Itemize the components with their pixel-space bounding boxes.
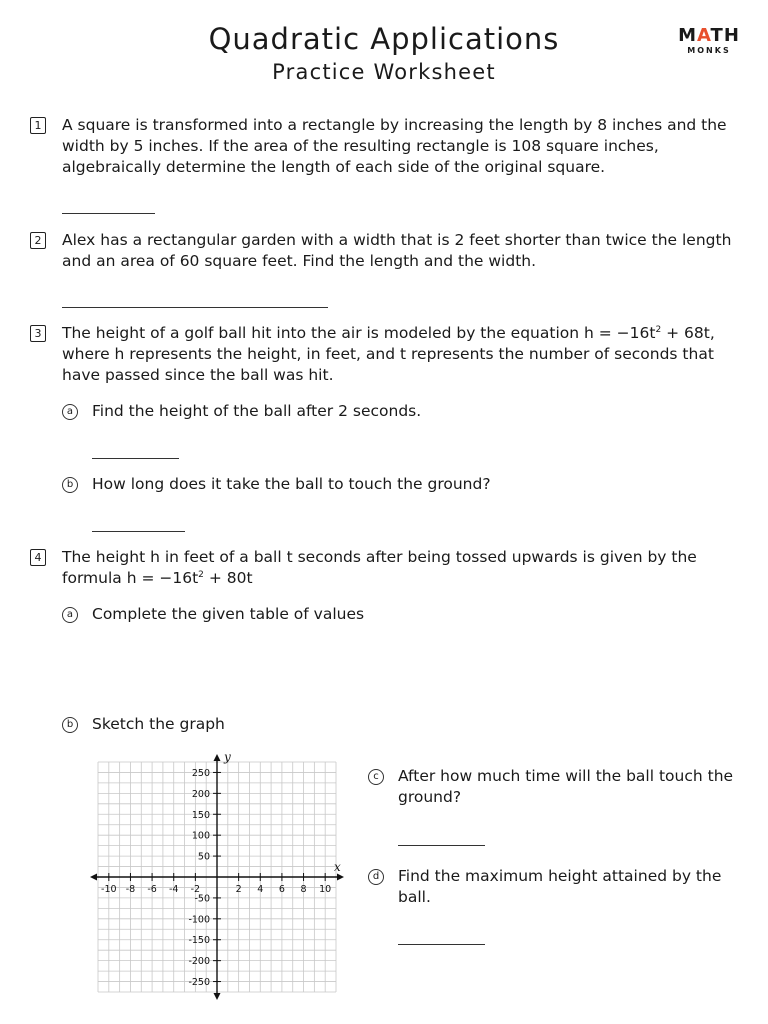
part-text: Complete the given table of values [92,605,365,623]
answer-line-4d[interactable] [398,944,485,945]
part-letter: a [62,607,78,623]
question-text: A square is transformed into a rectangle by increasing the length by 8 inches and the width by 5 inches. If the area of the resulting rectangle is 108 square inches, algebraically determine the length of each side of the original square. [62,116,727,176]
question-text-part: + 80t [203,569,253,587]
part-letter: b [62,477,78,493]
page-title: Quadratic Applications [208,22,560,56]
logo-letter: H [723,25,740,46]
y-tick-label: 150 [191,809,210,821]
x-axis-label: x [334,860,341,874]
y-tick-label: 100 [191,830,210,842]
logo-accent-letter: A [697,25,711,46]
question-text [62,547,742,589]
coordinate-grid[interactable] [90,752,352,1002]
question-text-part: The height of a golf ball hit into the air is modeled by the equation h = −16t [62,324,656,342]
question-text-part: + 68t, where h represents the height, in feet, and t represents the number of seconds that have passed since the ball was hit. [62,324,715,384]
question-text [62,323,742,386]
question-text-part: The height h in feet of a ball t seconds after being tossed upwards is given by the formula h = −16t [62,548,697,587]
answer-line-4c[interactable] [398,845,485,846]
y-axis-arrow-down [214,993,221,1000]
logo-main-text [678,27,740,45]
answer-line-3a[interactable] [92,458,179,459]
x-tick-label: 2 [235,884,242,895]
page-subtitle: Practice Worksheet [272,60,496,84]
question-text: Alex has a rectangular garden with a width that is 2 feet shorter than twice the length and an area of 60 square feet. Find the length and the width. [62,231,732,270]
x-tick-label: 10 [319,884,332,895]
x-tick-label: -2 [190,884,201,895]
part-text: After how much time will the ball touch the ground? [398,767,734,806]
y-tick-label: -250 [188,977,210,989]
part-letter: a [62,404,78,420]
y-tick-label: -100 [188,914,210,926]
part-text: Find the maximum height attained by the ball. [398,867,722,906]
y-axis-label: y [224,752,231,764]
question-number: 1 [30,117,46,134]
math-monks-logo [676,26,742,55]
part-text: Find the height of the ball after 2 seconds. [92,402,422,420]
part-letter: d [368,869,384,885]
question-number: 2 [30,232,46,249]
x-tick-label: -10 [101,884,117,895]
question-number: 4 [30,549,46,566]
x-axis-arrow-right [337,874,344,881]
question-number: 3 [30,325,46,342]
y-tick-label: 200 [191,788,210,800]
x-axis-arrow-left [90,874,97,881]
part-letter: c [368,769,384,785]
y-tick-label: -200 [188,956,210,968]
y-tick-label: 250 [191,767,210,779]
answer-line-2[interactable] [62,307,328,308]
logo-letter: M [678,25,697,46]
logo-sub-text: MONKS [687,46,731,55]
answer-line-1[interactable] [62,213,155,214]
y-tick-label: -150 [188,935,210,947]
part-text: How long does it take the ball to touch the ground? [92,475,491,493]
x-tick-label: -4 [168,884,179,895]
x-tick-label: 8 [300,884,307,895]
x-tick-label: -6 [147,884,157,895]
exponent: 2 [198,569,204,580]
answer-line-3b[interactable] [92,531,185,532]
x-tick-label: 6 [278,884,285,895]
y-tick-label: 50 [197,851,210,863]
logo-letter: T [710,25,724,46]
x-tick-label: 4 [257,884,264,895]
exponent: 2 [655,324,662,335]
y-tick-label: -50 [194,893,210,905]
x-tick-label: -8 [125,884,136,895]
y-axis-arrow-up [214,754,221,761]
part-text: Sketch the graph [92,715,225,733]
part-letter: b [62,717,78,733]
